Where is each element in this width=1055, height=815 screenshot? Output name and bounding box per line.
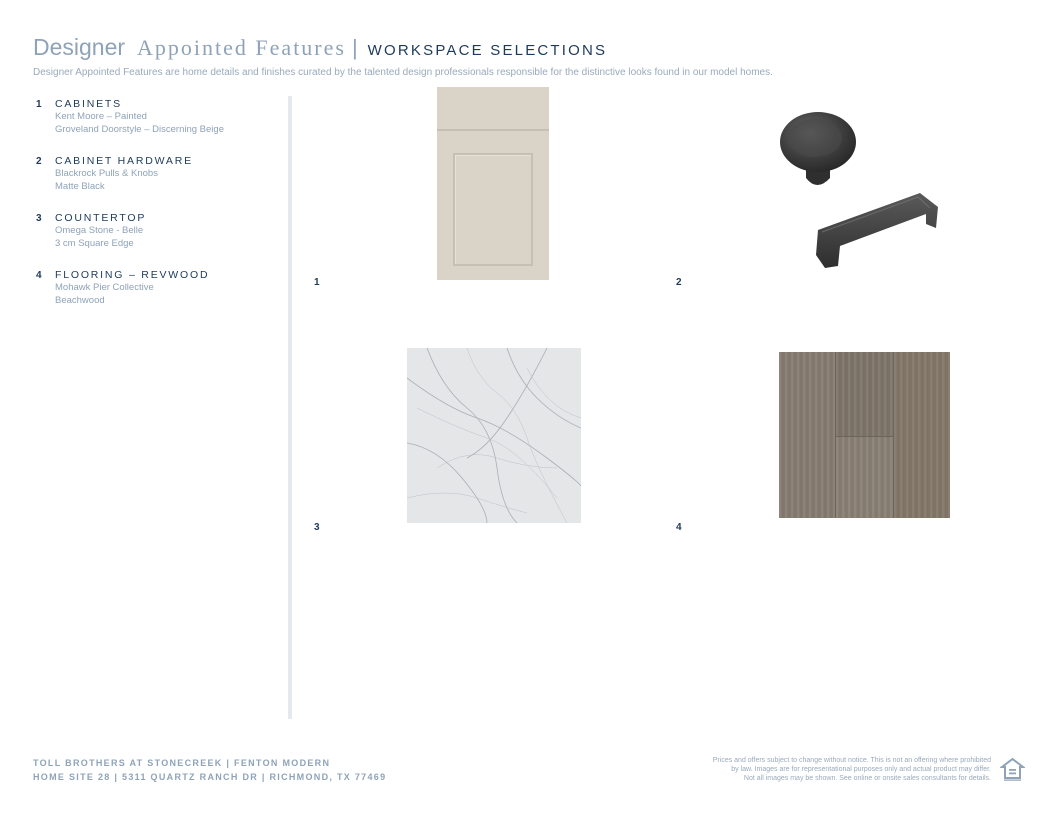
wood-plank: [835, 352, 893, 436]
selections-list: [36, 98, 286, 326]
selection-number: 1: [36, 99, 42, 110]
cabinet-door-image: [437, 87, 549, 280]
photo-caption-3: 3: [314, 522, 320, 533]
selection-title: COUNTERTOP: [55, 212, 147, 224]
selection-number: 2: [36, 156, 42, 167]
equal-housing-icon: [1000, 757, 1025, 782]
photo-caption-1: 1: [314, 277, 320, 288]
cabinet-shaker-panel: [453, 153, 533, 266]
selection-detail: Mohawk Pier Collective: [55, 282, 154, 293]
selection-item-cabinet-hardware: [36, 155, 286, 193]
selection-number: 4: [36, 270, 42, 281]
page-subtitle: Designer Appointed Features are home details and finishes curated by the talented design professionals responsible for the distinctive looks found in our model homes.: [33, 67, 773, 78]
selection-item-cabinets: [36, 98, 286, 136]
page-header: [33, 34, 1023, 78]
selection-detail: Groveland Doorstyle – Discerning Beige: [55, 124, 224, 135]
flooring-wood-image: [779, 352, 950, 518]
selection-detail: Beachwood: [55, 295, 105, 306]
selection-title: CABINET HARDWARE: [55, 155, 193, 167]
selection-detail: Matte Black: [55, 181, 105, 192]
photo-caption-4: 4: [676, 522, 682, 533]
selection-detail: Kent Moore – Painted: [55, 111, 147, 122]
disclaimer-line: Not all images may be shown. See online or onsite sales consultants for details.: [743, 775, 991, 782]
section-title: WORKSPACE SELECTIONS: [367, 42, 608, 59]
title-appointed-features: Appointed Features: [137, 35, 346, 60]
vertical-divider: [288, 96, 292, 719]
wood-plank: [835, 436, 893, 518]
wood-plank: [779, 352, 835, 518]
home-address: HOME SITE 28 | 5311 QUARTZ RANCH DR | RICHMOND, TX 77469: [33, 772, 387, 782]
cabinet-pull: [816, 193, 938, 268]
title-designer: Designer: [33, 34, 126, 60]
selection-item-countertop: [36, 212, 286, 250]
selection-detail: 3 cm Square Edge: [55, 238, 134, 249]
selection-title: FLOORING – REVWOOD: [55, 269, 210, 281]
hardware-image: [770, 100, 950, 280]
community-name: TOLL BROTHERS AT STONECREEK | FENTON MODERN: [33, 758, 331, 768]
page-title: [33, 34, 1023, 61]
cabinet-top-rail: [437, 87, 549, 131]
footer-disclaimer: [661, 756, 991, 783]
title-separator: |: [351, 35, 358, 60]
countertop-marble-image: [407, 348, 581, 523]
selection-title: CABINETS: [55, 98, 122, 110]
footer-community: [33, 756, 386, 784]
selection-detail: Blackrock Pulls & Knobs: [55, 168, 158, 179]
selection-detail: Omega Stone - Belle: [55, 225, 144, 236]
photo-caption-2: 2: [676, 277, 682, 288]
selection-item-flooring: [36, 269, 286, 307]
wood-plank: [893, 352, 950, 518]
cabinet-knob: [780, 112, 856, 185]
disclaimer-line: Prices and offers subject to change without notice. This is not an offering where prohibited: [712, 757, 991, 764]
selection-number: 3: [36, 213, 42, 224]
disclaimer-line: by law. Images are for representational purposes only and actual product may differ.: [731, 766, 991, 773]
